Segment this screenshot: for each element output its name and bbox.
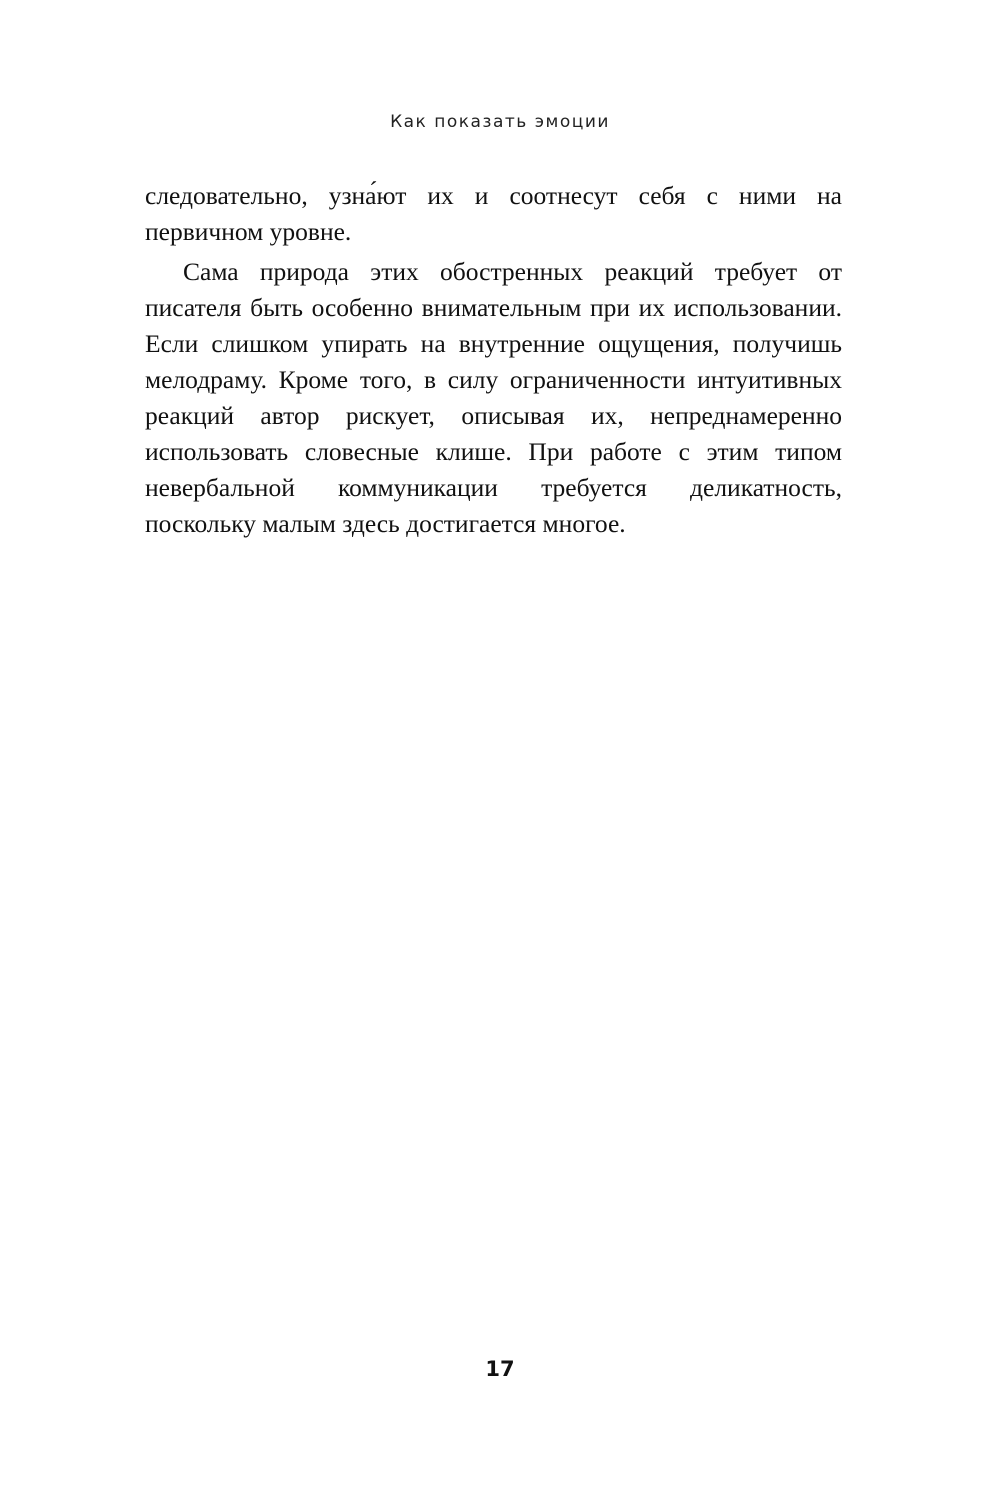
- body-text: [145, 178, 842, 542]
- paragraph-continued: следовательно, узна́ют их и соотнесут себя с ними на первичном уровне.: [145, 181, 842, 246]
- paragraph: Сама природа этих обостренных реакций требует от писателя быть особенно внимательным при их использовании. Если слишком упирать на внутренние ощущения, получишь мелодраму. Кроме того, в силу ограниченности интуитивных реакций автор рискует, описывая их, непреднамеренно использовать словесные клише. При работе с этим типом невербальной коммуникации требуется деликатность, поскольку малым здесь достигается многое.: [145, 257, 842, 538]
- page-number: 17: [485, 1357, 515, 1381]
- running-head: Как показать эмоции: [390, 112, 610, 132]
